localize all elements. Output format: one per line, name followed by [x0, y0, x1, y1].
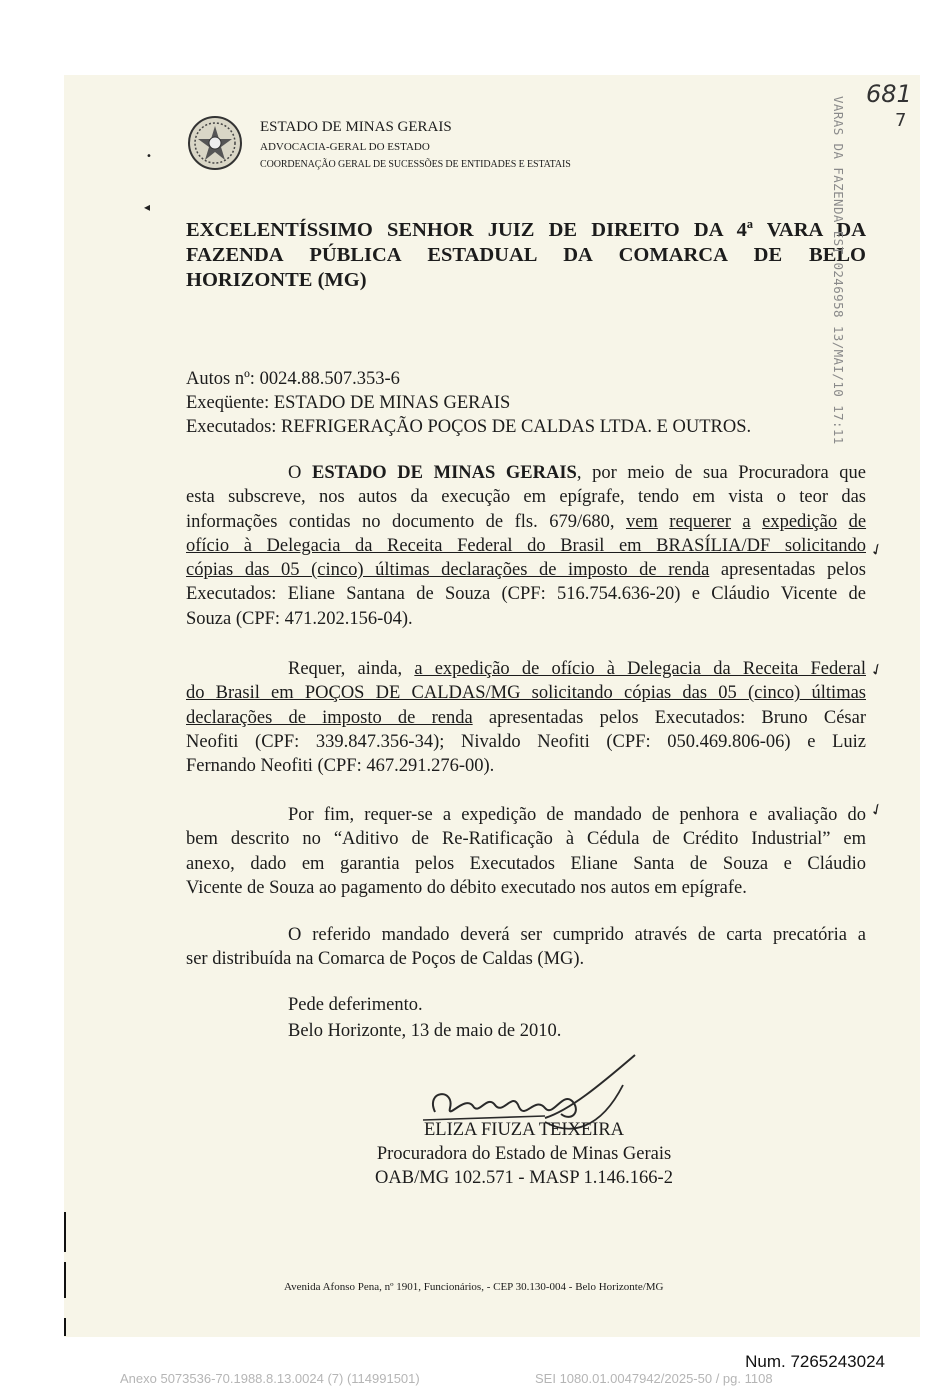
- bottom-bar-left: Anexo 5073536-70.1988.8.13.0024 (7) (114991501): [120, 1371, 420, 1386]
- paragraph-1-line-5: cópias das 05 (cinco) últimas declarações de imposto de renda apresentadas pelos: [186, 560, 866, 581]
- margin-arrow-icon: ◂: [144, 200, 151, 214]
- case-exequente: Exeqüente: ESTADO DE MINAS GERAIS: [186, 393, 511, 413]
- case-number: Autos nº: 0024.88.507.353-6: [186, 369, 400, 389]
- margin-dot: •: [146, 151, 152, 162]
- signer-block: [354, 1118, 694, 1190]
- paragraph-4-line-2: ser distribuída na Comarca de Poços de Caldas (MG).: [186, 949, 585, 970]
- paragraph-1-line-3: informações contidas no documento de fls. 679/680, vem requerer a expedição de: [186, 511, 867, 532]
- paragraph-1-line-6: Executados: Eliane Santana de Souza (CPF: 516.754.636-20) e Cláudio Vicente de: [186, 584, 866, 605]
- scan-edge-mark: [64, 1212, 66, 1252]
- address-line-3: HORIZONTE (MG): [186, 269, 367, 291]
- paragraph-3-line-3: anexo, dado em garantia pelos Executados Eliane Santa de Souza e Cláudio: [186, 853, 866, 874]
- paragraph-3-line-1: Por fim, requer-se a expedição de mandado de penhora e avaliação do: [288, 805, 866, 825]
- check-mark-icon: ✓: [866, 798, 887, 821]
- bottom-bar: [120, 1371, 840, 1386]
- paragraph-3-line-2: bem descrito no “Aditivo de Re-Ratificação à Cédula de Crédito Industrial” em: [186, 829, 866, 850]
- closing: [288, 992, 561, 1044]
- court-address: [186, 218, 866, 293]
- paragraph-1-line-7: Souza (CPF: 471.202.156-04).: [186, 608, 413, 629]
- footer-address: Avenida Afonso Pena, nº 1901, Funcionários, - CEP 30.130-004 - Belo Horizonte/MG: [284, 1281, 664, 1293]
- paragraph-2-line-4: Neofiti (CPF: 339.847.356-34); Nivaldo Neofiti (CPF: 050.469.806-06) e Luiz: [186, 731, 866, 752]
- paragraph-2-line-5: Fernando Neofiti (CPF: 467.291.276-00).: [186, 756, 495, 777]
- signer-role: Procuradora do Estado de Minas Gerais: [376, 1144, 672, 1164]
- paragraph-3: [186, 803, 866, 900]
- bottom-bar-right: SEI 1080.01.0047942/2025-50 / pg. 1108: [535, 1371, 773, 1386]
- paragraph-4-line-1: O referido mandado deverá ser cumprido através de carta precatória a: [288, 925, 866, 945]
- closing-place-date: Belo Horizonte, 13 de maio de 2010.: [288, 1021, 562, 1041]
- closing-request: Pede deferimento.: [288, 995, 423, 1015]
- paragraph-4: [186, 923, 866, 972]
- handwritten-page-number: 681: [866, 80, 912, 108]
- document-number: Num. 7265243024: [745, 1352, 885, 1371]
- paragraph-1-line-2: esta subscreve, nos autos da execução em epígrafe, tendo em vista o teor das: [186, 487, 866, 508]
- scan-edge-mark: [64, 1318, 66, 1336]
- address-line-1: EXCELENTÍSSIMO SENHOR JUIZ DE DIREITO DA 4ª VARA DA: [186, 219, 866, 241]
- paragraph-1: [186, 461, 866, 631]
- address-line-2: FAZENDA PÚBLICA ESTADUAL DA COMARCA DE BELO: [186, 244, 866, 266]
- handwritten-page-subnumber: 7: [895, 110, 907, 131]
- header-state: ESTADO DE MINAS GERAIS: [260, 119, 452, 135]
- paragraph-1-line-1: O ESTADO DE MINAS GERAIS, por meio de sua Procuradora que: [288, 463, 866, 483]
- check-mark-icon: ✓: [866, 658, 887, 681]
- paragraph-2: [186, 657, 866, 778]
- paragraph-1-line-4: ofício à Delegacia da Receita Federal do Brasil em BRASÍLIA/DF solicitando: [186, 535, 866, 556]
- check-mark-icon: ✓: [866, 538, 887, 561]
- header-agency: ADVOCACIA-GERAL DO ESTADO: [260, 141, 430, 153]
- protocol-stamp: [831, 96, 868, 476]
- header-department: COORDENAÇÃO GERAL DE SUCESSÕES DE ENTIDADES E ESTATAIS: [260, 159, 571, 170]
- signer-name: ELIZA FIUZA TEIXEIRA: [423, 1120, 625, 1140]
- paragraph-2-line-2: do Brasil em POÇOS DE CALDAS/MG solicitando cópias das 05 (cinco) últimas: [186, 683, 866, 704]
- coat-of-arms-icon: [186, 114, 244, 172]
- paragraph-2-line-3: declarações de imposto de renda apresentadas pelos Executados: Bruno César: [186, 707, 866, 728]
- case-info: [186, 367, 751, 439]
- paragraph-3-line-4: Vicente de Souza ao pagamento do débito executado nos autos em epígrafe.: [186, 877, 747, 898]
- scan-edge-mark: [64, 1262, 66, 1298]
- signer-ids: OAB/MG 102.571 - MASP 1.146.166-2: [375, 1168, 673, 1188]
- protocol-stamp-text: VARAS DA FAZENDA EST 0246958 13/MAI/10 17:11: [831, 96, 846, 445]
- case-executados: Executados: REFRIGERAÇÃO POÇOS DE CALDAS LTDA. E OUTROS.: [186, 417, 752, 437]
- paragraph-2-line-1: Requer, ainda, a expedição de ofício à Delegacia da Receita Federal: [288, 659, 866, 679]
